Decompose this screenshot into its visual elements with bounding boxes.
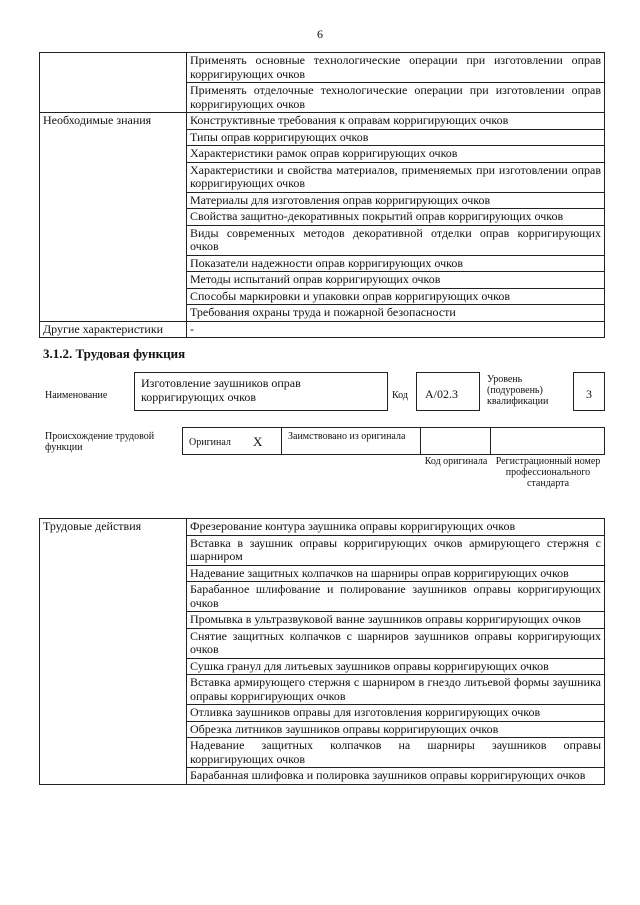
code-label: Код (392, 390, 408, 401)
origin-original-cell (182, 427, 282, 455)
section-heading: 3.1.2. Трудовая функция (43, 346, 186, 361)
row-text: Свойства защитно-декоративных покрытий оправ корригирующих очков (187, 209, 605, 226)
knowledge-table (39, 52, 605, 338)
table-row (40, 53, 605, 83)
row-text: Характеристики и свойства материалов, применяемых при изготовлении оправ корригирующих очков (187, 162, 605, 192)
action-text: Барабанное шлифование и полирование заушников оправы корригирующих очков (187, 582, 605, 612)
action-text: Обрезка литников заушников оправы корригирующих очков (187, 721, 605, 738)
row-label: Другие характеристики (40, 321, 187, 338)
action-text: Отливка заушников оправы для изготовления корригирующих очков (187, 705, 605, 722)
row-text: - (187, 321, 605, 338)
level-field: 3 (573, 372, 605, 411)
reg-number-cell (490, 427, 605, 455)
table-row (40, 519, 605, 536)
borrowed-label: Заимствовано из оригинала (288, 431, 406, 442)
row-label: Необходимые знания (40, 113, 187, 322)
row-label (40, 53, 187, 113)
row-label: Трудовые действия (40, 519, 187, 785)
origin-borrowed-cell (281, 427, 421, 455)
row-text: Требования охраны труда и пожарной безопасности (187, 305, 605, 322)
row-text: Характеристики рамок оправ корригирующих очков (187, 146, 605, 163)
action-text: Барабанная шлифовка и полировка заушников оправы корригирующих очков (187, 768, 605, 785)
code-original-caption: Код оригинала (424, 456, 488, 467)
action-text: Сушка гранул для литьевых заушников оправы корригирующих очков (187, 658, 605, 675)
action-text: Вставка в заушник оправы корригирующих очков армирующего стержня с шарниром (187, 535, 605, 565)
table-row (40, 113, 605, 130)
row-text: Способы маркировки и упаковки оправ корригирующих очков (187, 288, 605, 305)
row-text: Виды современных методов декоративной отделки оправ корригирующих очков (187, 225, 605, 255)
action-text: Снятие защитных колпачков с шарниров заушников оправы корригирующих очков (187, 628, 605, 658)
page-number: 6 (317, 27, 323, 41)
row-text: Типы оправ корригирующих очков (187, 129, 605, 146)
action-text: Промывка в ультразвуковой ванне заушников оправы корригирующих очков (187, 612, 605, 629)
action-text: Надевание защитных колпачков на шарниры заушников оправы корригирующих очков (187, 738, 605, 768)
function-name-field: Изготовление заушников оправ корригирующих очков (134, 372, 388, 411)
row-text: Применять основные технологические операции при изготовлении оправ корригирующих очков (187, 53, 605, 83)
row-text: Методы испытаний оправ корригирующих очков (187, 272, 605, 289)
action-text: Вставка армирующего стержня с шарниром в гнездо литьевой формы заушника оправы корригирующих очков (187, 675, 605, 705)
row-text: Показатели надежности оправ корригирующих очков (187, 255, 605, 272)
action-text: Надевание защитных колпачков на шарниры оправ корригирующих очков (187, 565, 605, 582)
original-label: Оригинал (189, 437, 231, 448)
name-label: Наименование (45, 390, 108, 401)
labor-actions-table (39, 518, 605, 785)
origin-label: Происхождение трудовой функции (45, 431, 155, 453)
reg-number-caption: Регистрационный номер профессионального стандарта (495, 456, 601, 489)
action-text: Фрезерование контура заушника оправы корригирующих очков (187, 519, 605, 536)
code-field: А/02.3 (416, 372, 480, 411)
level-label: Уровень (подуровень) квалификации (487, 374, 549, 407)
row-text: Материалы для изготовления оправ корригирующих очков (187, 192, 605, 209)
table-row (40, 321, 605, 338)
original-mark: X (253, 434, 263, 449)
row-text: Конструктивные требования к оправам корригирующих очков (187, 113, 605, 130)
row-text: Применять отделочные технологические операции при изготовлении оправ корригирующих очков (187, 83, 605, 113)
code-original-cell (420, 427, 491, 455)
